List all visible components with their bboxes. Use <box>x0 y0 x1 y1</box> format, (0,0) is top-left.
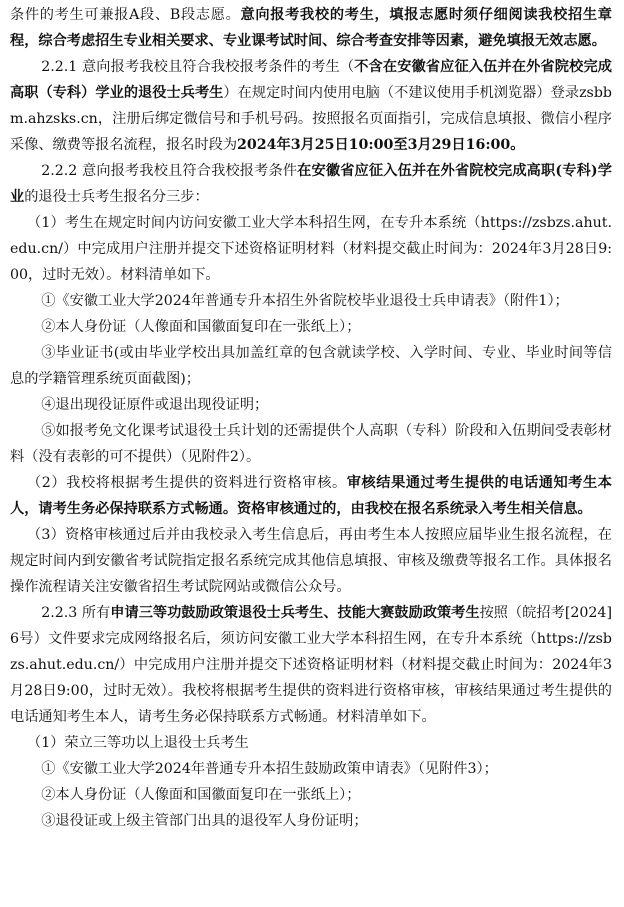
section-2-2-1 <box>10 54 612 158</box>
section-2-2-2-bold: 在安徽省应征入伍并在外省院校完成高职(专科)学业 <box>10 163 612 205</box>
step-3: （3）资格审核通过后并由我校录入考生信息后，再由考生本人按照应届毕业生报名流程，在规定时间内到安徽省考试院指定报名系统完成其他信息填报、审核及缴费等报名工作。具体报名操作流程请关注安徽省招生考试院网站或微信公众号。 <box>10 527 612 595</box>
section-2-2-3-text-a: 2.2.3 所有 <box>41 605 111 621</box>
material-item-5: ⑤如报考免文化课考试退役士兵计划的还需提供个人高职（专科）阶段和入伍期间受表彰材料（没有表彰的可不提供）（见附件2）。 <box>10 423 612 465</box>
material-item-4: ④退出现役证原件或退出现役证明； <box>41 397 269 413</box>
intro-text: 条件的考生可兼报A段、B段志愿。 <box>10 7 241 23</box>
section-2-2-2 <box>10 158 612 210</box>
section-2-2-1-text-a: 2.2.1 意向报考我校且符合我校报考条件的考生（ <box>41 59 355 75</box>
material-item-3: ③毕业证书(或由毕业学校出具加盖红章的包含就读学校、入学时间、专业、毕业时间等信息的学籍管理系统页面截图)； <box>10 345 612 387</box>
intro-bold-warning: 意向报考我校的考生，填报志愿时须仔细阅读我校招生章程，综合考虑招生专业相关要求、专业课考试时间、综合考查安排等因素，避免填报无效志愿。 <box>10 7 612 49</box>
step-2 <box>10 470 612 522</box>
material-item-2: ②本人身份证（人像面和国徽面复印在一张纸上）； <box>41 319 361 335</box>
section-2-2-3-bold: 申请三等功鼓励政策退役士兵考生、技能大赛鼓励政策考生 <box>110 605 480 621</box>
encourage-item-1: ①《安徽工业大学2024年普通专升本招生鼓励政策申请表》（见附件3）； <box>41 761 498 777</box>
section-2-2-3 <box>10 600 612 730</box>
section-2-2-2-text-c: 的退役士兵考生报名分三步： <box>24 189 209 205</box>
step-2-text: （2）我校将根据考生提供的资料进行资格审核。 <box>27 475 347 491</box>
encourage-item-2: ②本人身份证（人像面和国徽面复印在一张纸上）； <box>41 787 361 803</box>
section-2-2-1-text-c: ）在规定时间内使用电脑（不建议使用手机浏览器）登录zsbbm.ahzsks.cn，注册后绑定微信号和手机号码。按照报名页面指引，完成信息填报、微信小程序采像、缴费等报名流程，报名时段为 <box>10 85 612 153</box>
material-item-1: ①《安徽工业大学2024年普通专升本招生外省院校毕业退役士兵申请表》（附件1）； <box>41 293 569 309</box>
section-2-2-2-text-a: 2.2.2 意向报考我校且符合我校报考条件 <box>41 163 298 179</box>
section-2-2-1-bold-exclusion: 不含在安徽省应征入伍并在外省院校完成高职（专科）学业的退役士兵考生 <box>10 59 612 101</box>
step-2-bold: 审核结果通过考生提供的电话通知考生本人，请考生务必保持联系方式畅通。资格审核通过的，由我校在报名系统录入考生相关信息。 <box>10 475 612 517</box>
section-2-2-1-bold-time: 2024年3月25日10:00至3月29日16:00。 <box>237 137 525 153</box>
sub-1-heading: （1）荣立三等功以上退役士兵考生 <box>27 735 249 751</box>
section-2-2-3-text-c: 按照（皖招考[2024]6号）文件要求完成网络报名后，须访问安徽工业大学本科招生网，在专升本系统（https://zsbzs.ahut.edu.cn/）中完成用户注册并提交下述资格证明材料（材料提交截止时间为：2024年3月28日9:00，过时无效）。我校将根据考生提供的资料进行资格审核，审核结果通过考生提供的电话通知考生本人，请考生务必保持联系方式畅通。材料清单如下。 <box>10 605 612 725</box>
intro-paragraph <box>10 2 612 54</box>
encourage-item-3: ③退役证或上级主管部门出具的退役军人身份证明； <box>41 813 368 829</box>
step-1: （1）考生在规定时间内访问安徽工业大学本科招生网，在专升本系统（https://zsbzs.ahut.edu.cn/）中完成用户注册并提交下述资格证明材料（材料提交截止时间为：2024年3月28日9:00，过时无效）。材料清单如下。 <box>10 215 612 283</box>
